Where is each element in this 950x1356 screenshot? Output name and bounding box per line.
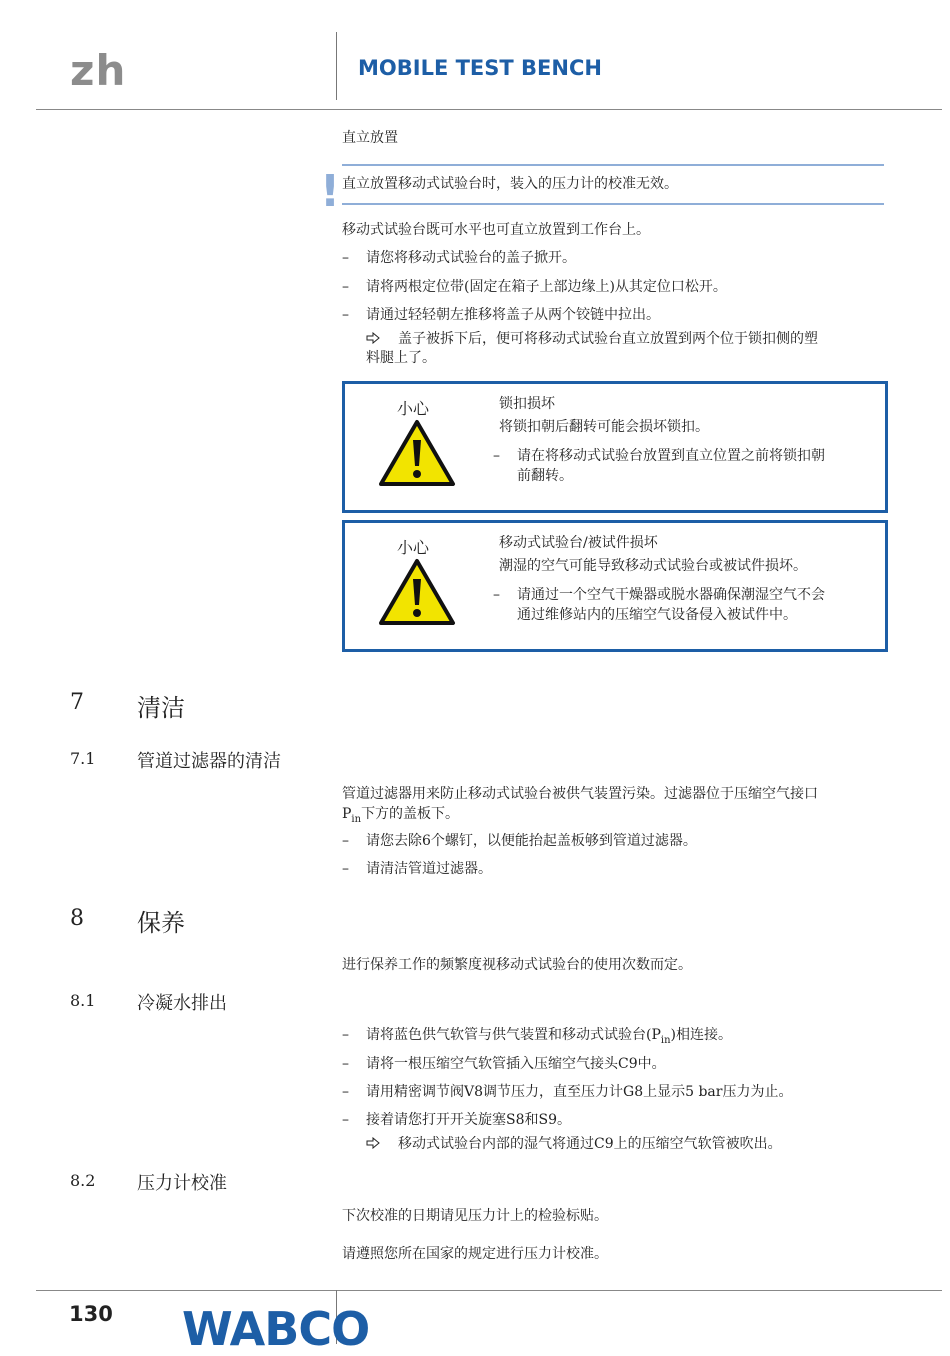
list-item: – 请您将移动式试验台的盖子掀开。 <box>342 250 576 266</box>
list-item: – 接着请您打开开关旋塞S8和S9。 <box>342 1112 571 1128</box>
list-item: – 请将两根定位带(固定在箱子上部边缘上)从其定位口松开。 <box>342 279 727 295</box>
exclamation-icon: ! <box>320 166 341 217</box>
list-item: – 请将一根压缩空气软管插入压缩空气接头C9中。 <box>342 1056 666 1072</box>
maintenance-intro: 进行保养工作的频繁度视移动式试验台的使用次数而定。 <box>342 957 692 973</box>
page-number: 130 <box>69 1302 113 1326</box>
arrow-right-outline-icon <box>366 1134 386 1150</box>
caution-action: – 请通过一个空气干燥器或脱水器确保潮湿空气不会 通过维修站内的压缩空气设备侵入被试件中。 <box>493 587 825 623</box>
caution-title: 锁扣损坏 <box>499 396 555 412</box>
subsection-number: 8.2 <box>70 1171 96 1190</box>
list-item: – 请将蓝色供气软管与供气装置和移动式试验台$(P_{in})$相连接。 <box>342 1027 732 1046</box>
warning-triangle-icon <box>377 557 457 627</box>
caution-title: 移动式试验台/被试件损坏 <box>499 535 658 551</box>
upright-heading: 直立放置 <box>342 130 398 146</box>
subsection-title: 压力计校准 <box>137 1173 227 1194</box>
caution-body: 潮湿的空气可能导致移动式试验台或被试件损坏。 <box>499 558 807 574</box>
result-text-cont: 料腿上了。 <box>366 350 436 366</box>
footer-rule <box>36 1290 942 1291</box>
warning-triangle-icon <box>377 418 457 488</box>
note-rule-top <box>342 164 884 166</box>
document-title: MOBILE TEST BENCH <box>358 56 602 80</box>
subsection-title: 冷凝水排出 <box>137 993 227 1014</box>
subsection-number: 8.1 <box>70 991 96 1010</box>
header-divider <box>336 32 337 100</box>
section-title: 保养 <box>137 909 185 937</box>
calibration-paragraph: 请遵照您所在国家的规定进行压力计校准。 <box>342 1246 608 1262</box>
arrow-right-outline-icon <box>366 329 386 345</box>
list-item: – 请清洁管道过滤器。 <box>342 861 492 877</box>
caution-label: 小心 <box>397 399 430 418</box>
header-rule <box>36 109 942 110</box>
section-title: 清洁 <box>137 694 185 722</box>
subsection-title: 管道过滤器的清洁 <box>137 751 281 772</box>
wabco-logo: WABCO <box>182 1302 370 1356</box>
section-number: 8 <box>70 906 84 931</box>
caution-box <box>342 520 888 652</box>
list-item: – 请用精密调节阀V8调节压力，直至压力计G8上显示5 bar压力为止。 <box>342 1084 793 1100</box>
note-text: 直立放置移动式试验台时，装入的压力计的校准无效。 <box>342 176 678 192</box>
list-item: – 请通过轻轻朝左推移将盖子从两个铰链中拉出。 <box>342 307 660 323</box>
caution-label: 小心 <box>397 538 430 557</box>
section-number: 7 <box>70 690 84 715</box>
result-text: 盖子被拆下后，便可将移动式试验台直立放置到两个位于锁扣侧的塑 <box>398 331 818 347</box>
caution-action: – 请在将移动式试验台放置到直立位置之前将锁扣朝 前翻转。 <box>493 448 825 484</box>
caution-box <box>342 381 888 513</box>
result-text: 移动式试验台内部的湿气将通过C9上的压缩空气软管被吹出。 <box>398 1136 782 1152</box>
subsection-number: 7.1 <box>70 749 96 768</box>
calibration-paragraph: 下次校准的日期请见压力计上的检验标贴。 <box>342 1208 608 1224</box>
upright-intro: 移动式试验台既可水平也可直立放置到工作台上。 <box>342 222 650 238</box>
note-rule-bottom <box>342 203 884 205</box>
caution-body: 将锁扣朝后翻转可能会损坏锁扣。 <box>499 419 709 435</box>
list-item: – 请您去除6个螺钉，以便能抬起盖板够到管道过滤器。 <box>342 833 697 849</box>
language-code: zh <box>70 46 127 95</box>
filter-paragraph: 管道过滤器用来防止移动式试验台被供气装置污染。过滤器位于压缩空气接口 $P_{in}$下方的盖板下。 <box>342 786 818 825</box>
